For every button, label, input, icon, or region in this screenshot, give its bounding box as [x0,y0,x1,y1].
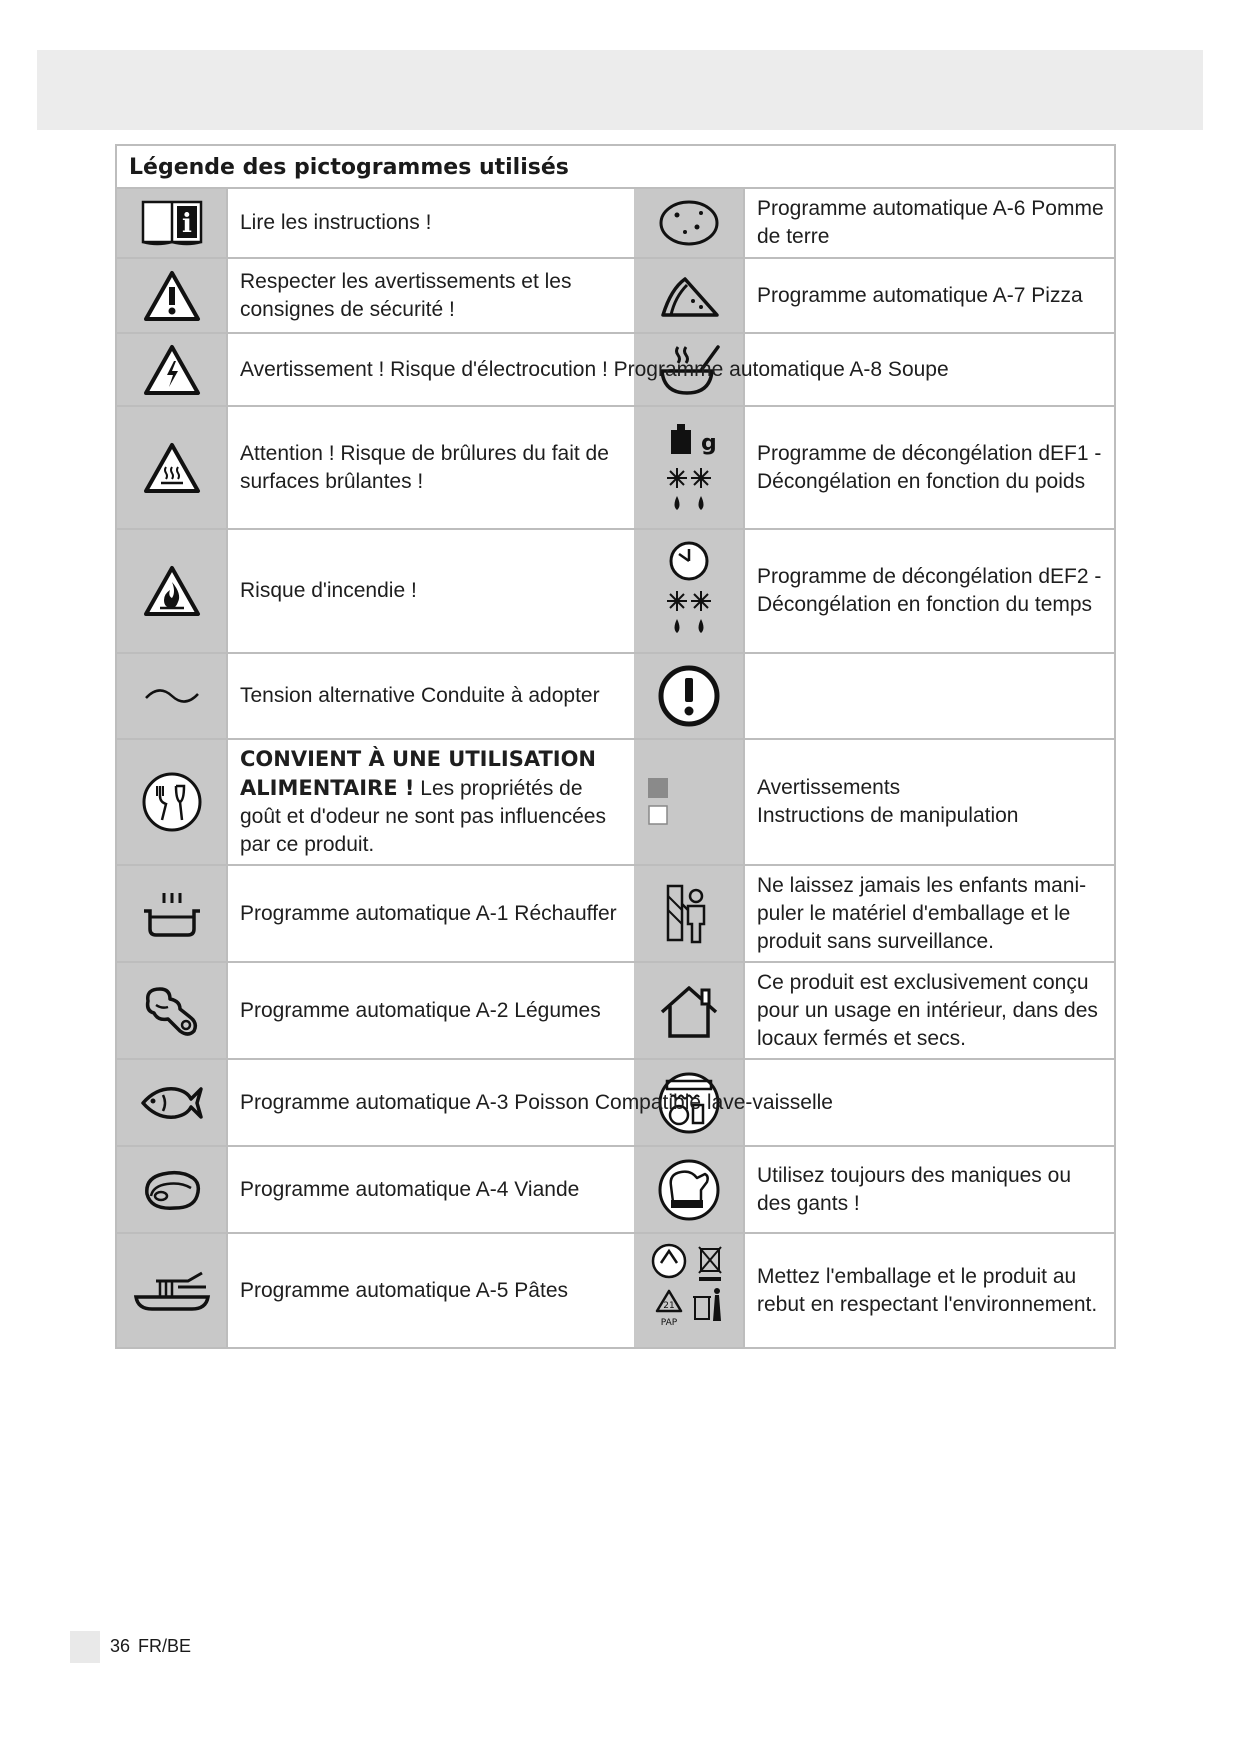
potato-icon [634,189,743,257]
legend-text: Respecter les avertissements et les consignes de sécurité ! [240,269,572,321]
fish-icon [117,1060,226,1145]
legend-text: Programme automatique A-4 Viande [240,1177,580,1201]
pizza-icon [634,259,743,332]
pictogram-legend-table [115,144,1116,1349]
read-instructions-icon [117,189,226,257]
recycling-code: 21 [662,1300,675,1311]
legend-row [117,1060,1114,1147]
legend-row [117,189,1114,259]
legend-text: Tension alternative Conduite à adopter [240,684,600,707]
food-safe-icon [117,740,226,864]
legend-text: Programme de décongélation dEF2 - Décongélation en fonction du temps [757,565,1102,616]
recycling-label: PAP [660,1317,677,1328]
pasta-icon [117,1234,226,1347]
reheat-icon [117,866,226,961]
legend-text: Ne laissez jamais les enfants mani-puler le matériel d'emballage et le produit sans surveillance. [757,873,1087,953]
page-footer [110,1636,191,1657]
svg-text:i: i [181,209,192,239]
legend-row [117,740,1114,866]
page-number: 36 [110,1636,131,1656]
legend-row [117,334,1114,407]
house-icon [634,963,743,1058]
legend-text: Programme automatique A-5 Pâtes [240,1278,569,1302]
legend-row [117,407,1114,530]
grey-white-squares-icon [634,740,743,864]
warning-triangle-icon [117,259,226,332]
footer-marker [70,1631,100,1663]
legend-title: Légende des pictogrammes utilisés [117,146,1114,189]
handling-label: Instructions de manipulation [757,804,1019,827]
legend-text: Lire les instructions ! [240,211,432,234]
header-band [37,50,1203,130]
legend-text: Programme automatique A-1 Réchauffer [240,901,617,925]
legend-row [117,866,1114,963]
fire-hazard-icon [117,530,226,652]
legend-text: Programme automatique A-7 Pizza [757,283,1083,307]
svg-text:g: g [700,430,717,456]
legend-row [117,1234,1114,1347]
hot-surface-icon [117,407,226,528]
legend-text: Programme automatique A-3 Poisson Compatible lave-vaisselle [240,1090,833,1114]
legend-text: Programme de décongélation dEF1 - Décongélation en fonction du poids [757,441,1102,493]
legend-text [228,740,634,864]
legend-row [117,654,1114,740]
legend-row [117,530,1114,654]
legend-text: Attention ! Risque de brûlures du fait de surfaces brûlantes ! [240,441,609,493]
defrost-time-icon [634,530,743,652]
legend-text: Programme automatique A-6 Pomme de terre [757,197,1104,248]
legend-row [117,259,1114,334]
recycling-icon [634,1234,743,1347]
locale-label: FR/BE [138,1636,192,1656]
legend-text: Risque d'incendie ! [240,579,417,602]
legend-text: Mettez l'emballage et le produit au rebut en respectant l'environnement. [757,1264,1098,1316]
defrost-weight-icon [634,407,743,528]
legend-text: Avertissement ! Risque d'électrocution ! Programme automatique A-8 Soupe [240,357,949,381]
vegetables-icon [117,963,226,1058]
legend-text: Programme automatique A-2 Légumes [240,998,601,1022]
food-safe-text: Les propriétés de goût et d'odeur ne sont pas influencées par ce produit. [240,777,606,856]
legend-text: Utilisez toujours des maniques ou des gants ! [757,1163,1071,1215]
legend-text [745,740,1114,864]
legend-row [117,963,1114,1060]
legend-text [745,654,1114,738]
exclamation-circle-icon [634,654,743,738]
electric-shock-icon [117,334,226,405]
ac-voltage-icon [117,654,226,738]
legend-row [117,1147,1114,1234]
meat-icon [117,1147,226,1232]
legend-text: Ce produit est exclusivement conçu pour un usage en intérieur, dans des locaux fermés et secs. [757,970,1098,1050]
warnings-label: Avertissements [757,776,901,799]
food-safe-heading: CONVIENT À UNE UTILISATION ALIMENTAIRE ! [240,747,597,800]
oven-glove-icon [634,1147,743,1232]
child-safety-icon [634,866,743,961]
